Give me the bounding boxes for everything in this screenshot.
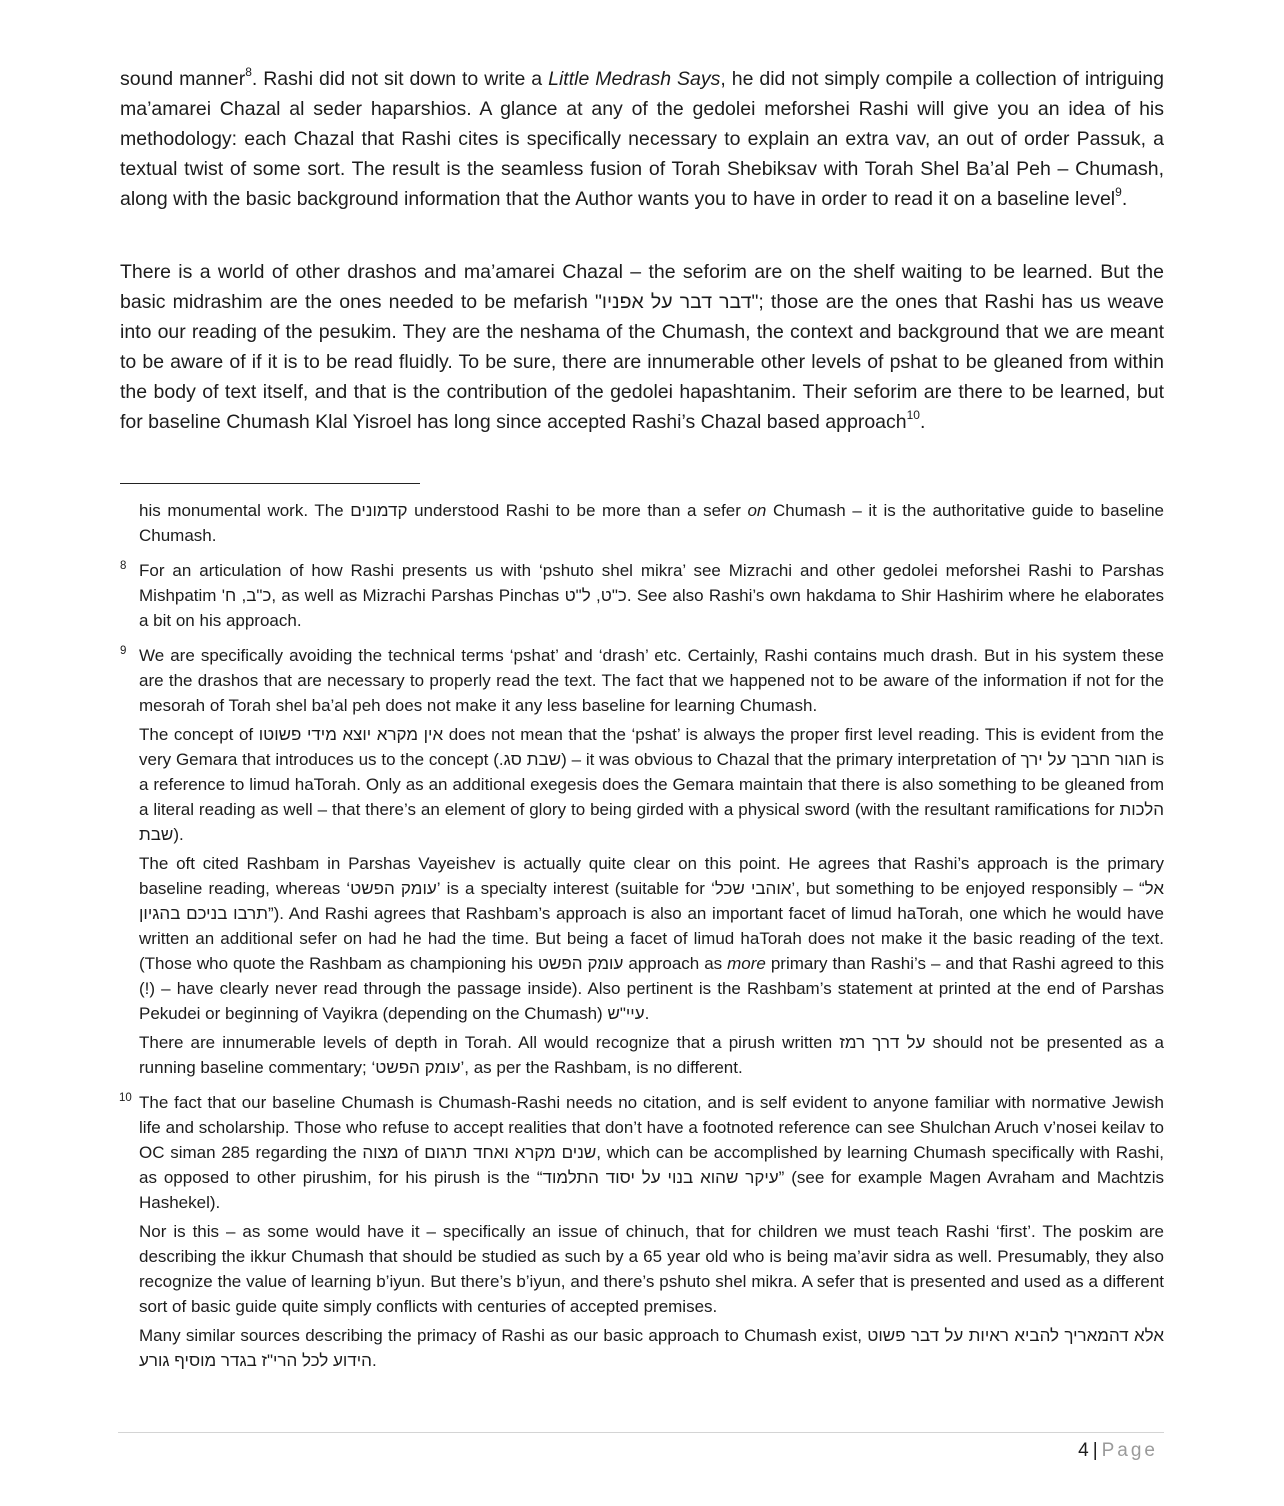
text-run: Chumash – it is the authoritative guide to baseline Chumash. [139,501,1164,545]
hebrew-term: אין מקרא יוצא מידי פשוטו [258,725,444,744]
hebrew-term: עומק הפשט [350,879,437,898]
italic-term: more [727,954,766,973]
hebrew-term: מצוה [362,1143,399,1162]
hebrew-term: הלכות שבת [139,800,1164,844]
hebrew-term: עיי"ש [607,1004,645,1023]
text-run: sound manner [120,67,246,90]
footnote-paragraph [139,1090,1164,1215]
text-run: There is a world of other drashos and ma’amarei Chazal – the seforim are on the shelf waiting to be learned. But the basic midrashim are the ones needed to be mefarish [120,260,1164,313]
hebrew-term: אוהבי שכל [714,879,792,898]
text-run: his monumental work. The [139,501,351,520]
text-run: should not be presented as a running baseline commentary; ‘ [139,1033,1164,1077]
hebrew-term: קדמונים [350,501,408,520]
text-run: , he did not simply compile a collection of intriguing ma’amarei Chazal al seder haparshios. A glance at any of the gedolei meforshei Rashi will give you an idea of his methodology: each Chazal that Rashi cites is specifically necessary to explain an extra vav, an out of order Passuk, a textual twist of some sort. The result is the seamless fusion of Torah Shebiksav with Torah Shel Ba’al Peh – Chumash, along with the basic background information that the Author wants you to have in order to read it on a baseline level [120,67,1165,210]
text-run: . [919,410,926,433]
hebrew-term: עומק הפשט [375,1058,461,1077]
italic-term: on [747,501,767,520]
text-run: primary than Rashi’s – and that Rashi agreed to this (!) – have clearly never read through the passage inside). Also pertinent is the Rashbam’s statement at printed at the end of Parshas Pekudei or beginning of Vayikra (depending on the Chumash) [139,954,1164,1023]
hebrew-term: עומק הפשט [537,954,624,973]
text-run: The concept of [139,725,259,744]
hebrew-term: שנים מקרא ואחד תרגום [424,1143,597,1162]
text-run: Many similar sources describing the primacy of Rashi as our basic approach to Chumash exist, [139,1326,868,1345]
footer-divider [118,1432,1164,1433]
hebrew-term: אל תרבו בניכם בהגיון [139,879,1164,923]
footnote-paragraph [139,1323,1164,1373]
text-run: ’, as per the Rashbam, is no different. [460,1058,743,1077]
page-number: 4 [1078,1440,1089,1461]
footnote-paragraph [139,1030,1164,1080]
hebrew-quote: עיקר שהוא בנוי על יסוד התלמוד [542,1168,779,1187]
text-run: approach as [623,954,728,973]
text-run: ”). And Rashi agrees that Rashbam’s approach is also an important facet of limud haTorah, one which he would have written an additional sefer on had he had the time. But being a facet of limud haTorah does not make it the basic reading of the text. (Those who quote the Rashbam as championing his [139,904,1164,973]
footnote-paragraph: Nor is this – as some would have it – specifically an issue of chinuch, that for children we must teach Rashi ‘first’. The poskim are describing the ikkur Chumash that should be studied as such by a 65 year old who is being ma’avir sidra as well. Presumably, they also recognize the value of learning b’iyun. But there’s b’iyun, and there’s pshuto shel mikra. A sefer that is presented and used as a different sort of basic guide quite simply conflicts with centuries of accepted premises. [139,1222,1164,1316]
text-run: . See also Rashi’s own hakdama to Shir Hashirim where he elaborates a bit on his approach. [139,586,1164,630]
footnote-ref-9[interactable]: 9 [1115,185,1122,199]
body-paragraph-2 [120,257,1164,437]
text-run: , which can be accomplished by learning Chumash specifically with Rashi, as opposed to other pirushim, for his pirush is the “ [139,1143,1164,1187]
text-run: ’ is a specialty interest (suitable for ‘ [436,879,715,898]
text-run: understood Rashi to be more than a sefer [407,501,748,520]
text-run: is a reference to limud haTorah. Only as an additional exegesis does the Gemara maintain that there is also something to be gleaned from a literal reading as well – that there’s an element of glory to being girded with a physical sword (with the resultant ramifications for [139,750,1165,819]
footnote-number: 9 [120,645,127,657]
text-run: . [644,1004,650,1023]
text-run: of [398,1143,425,1162]
footnote-number: 10 [119,1092,132,1104]
page-separator: | [1092,1440,1098,1461]
footnote-10 [120,1090,1164,1373]
hebrew-reference: שבת סג. [498,750,562,769]
footnote-paragraph: We are specifically avoiding the technical terms ‘pshat’ and ‘drash’ etc. Certainly, Rashi contains much drash. But in his system these are the drashos that are necessary to properly read the text. The fact that we happened not to be aware of the information if not for the mesorah of Torah shel ba’al peh does not make it any less baseline for learning Chumash. [139,646,1164,715]
page-footer [1078,1437,1158,1465]
hebrew-term: חגור חרבך על ירך [1020,750,1147,769]
text-run: . [371,1351,377,1370]
body-paragraph-1 [120,64,1164,214]
hebrew-quote: "דבר דבר על אפניו" [594,290,759,313]
hebrew-reference: כ"ב, ח' [221,586,272,605]
footnote-9 [120,643,1164,1080]
book-title: Little Medrash Says [548,67,721,90]
text-run: ; those are the ones that Rashi has us weave into our reading of the pesukim. They are the neshama of the Chumash, the context and background that we are meant to be aware of if it is to be read fluidly. To be sure, there are innumerable other levels of pshat to be gleaned from within the body of text itself, and that is the contribution of the gedolei hapashtanim. Their seforim are there to be learned, but for baseline Chumash Klal Yisroel has long since accepted Rashi’s Chazal based approach [120,290,1165,433]
footnote-paragraph [139,851,1164,1026]
page-label: Page [1101,1440,1158,1461]
footnote-ref-8[interactable]: 8 [245,65,252,79]
text-run: ” (see for example Magen Avraham and Machtzis Hashekel). [139,1168,1164,1212]
footnote-continuation [120,498,1164,548]
footnote-8 [120,558,1164,633]
hebrew-reference: כ"ט, ל"ט [564,586,627,605]
footnote-paragraph [139,722,1164,847]
hebrew-term: על דרך רמז [839,1033,926,1052]
text-run: There are innumerable levels of depth in Torah. All would recognize that a pirush written [139,1033,840,1052]
text-run: does not mean that the ‘pshat’ is always the proper first level reading. This is evident from the very Gemara that introduces us to the concept ( [139,725,1165,769]
footnote-ref-10[interactable]: 10 [906,408,920,422]
hebrew-quote: אלא דהמאריך להביא ראיות על דבר פשוט הידוע לכל הרי"ז בגדר מוסיף גורע [139,1326,1165,1370]
text-run: For an articulation of how Rashi presents us with ‘pshuto shel mikra’ see Mizrachi and other gedolei meforshei Rashi to Parshas Mishpatim [139,561,1164,605]
text-run: The oft cited Rashbam in Parshas Vayeishev is actually quite clear on this point. He agrees that Rashi’s approach is the primary baseline reading, whereas ‘ [139,854,1164,898]
text-run: , as well as Mizrachi Parshas Pinchas [271,586,565,605]
text-run: . [1121,187,1128,210]
text-run: ) – it was obvious to Chazal that the primary interpretation of [561,750,1021,769]
footnote-separator [120,483,420,484]
footnotes-section [120,498,1164,1377]
text-run: The fact that our baseline Chumash is Chumash-Rashi needs no citation, and is self evident to anyone familiar with normative Jewish life and scholarship. Those who refuse to accept realities that don’t have a footnoted reference can see Shulchan Aruch v’nosei keilav to OC siman 285 regarding the [139,1093,1164,1162]
text-run: . Rashi did not sit down to write a [251,67,549,90]
text-run: ’, but something to be enjoyed responsibly – “ [791,879,1145,898]
footnote-number: 8 [120,560,127,572]
text-run: ). [173,825,184,844]
